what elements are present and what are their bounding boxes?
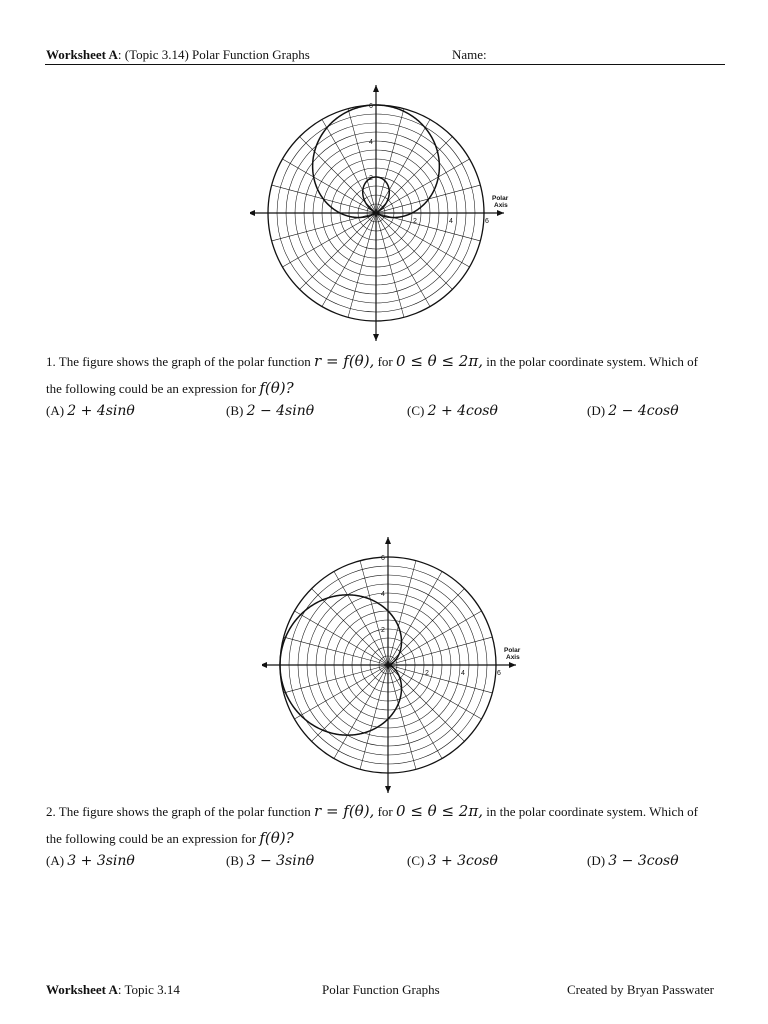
polar-grid-spoke xyxy=(376,213,470,267)
choice-label: (C) xyxy=(407,403,425,418)
axis-tick-label-x: 4 xyxy=(449,218,453,225)
question-2-for: for xyxy=(377,804,393,819)
question-2-prompt-cont: in the polar coordinate system. Which of xyxy=(486,804,698,819)
choice-value: 3 + 3sinθ xyxy=(67,853,135,869)
polar-grid-spoke xyxy=(322,119,376,213)
footer-worksheet-label: Worksheet A xyxy=(46,982,118,997)
polar-axis-label: Axis xyxy=(494,202,508,209)
polar-grid-spoke xyxy=(376,213,430,307)
question-1-prompt-cont: in the polar coordinate system. Which of xyxy=(486,354,698,369)
name-field-label: Name: xyxy=(452,47,487,62)
polar-grid-spoke xyxy=(388,665,442,759)
footer-title: Polar Function Graphs xyxy=(322,982,440,997)
arrow-up-icon xyxy=(373,85,379,92)
question-2-prompt: The figure shows the graph of the polar function xyxy=(58,804,311,819)
q2-choice-c[interactable] xyxy=(407,853,498,869)
arrow-right-icon xyxy=(509,662,516,668)
q1-choice-c[interactable] xyxy=(407,403,498,419)
choice-value: 3 + 3cosθ xyxy=(427,853,498,869)
polar-grid-spoke xyxy=(300,213,376,289)
polar-graph-1 xyxy=(250,82,520,344)
q1-choice-d[interactable] xyxy=(587,403,679,419)
worksheet-label: Worksheet A xyxy=(46,47,118,62)
choice-label: (A) xyxy=(46,853,65,868)
choice-label: (B) xyxy=(226,403,244,418)
question-1-domain: 0 ≤ θ ≤ 2π, xyxy=(396,352,483,370)
arrow-left-icon xyxy=(250,210,255,216)
question-2-function: r = f(θ), xyxy=(314,802,375,820)
axis-tick-label-x: 6 xyxy=(497,670,501,677)
question-1 xyxy=(46,348,736,402)
axis-tick-label-x: 2 xyxy=(413,218,417,225)
question-2-expression: f(θ)? xyxy=(259,829,294,847)
choice-value: 2 + 4cosθ xyxy=(427,403,498,419)
polar-grid-spoke xyxy=(294,665,388,719)
choice-label: (B) xyxy=(226,853,244,868)
choice-value: 2 − 4cosθ xyxy=(608,403,679,419)
q1-choice-a[interactable] xyxy=(46,403,135,419)
axis-tick-label-y: 6 xyxy=(369,103,373,110)
q2-choice-a[interactable] xyxy=(46,853,135,869)
header-rule xyxy=(45,64,725,65)
question-1-prompt: The figure shows the graph of the polar function xyxy=(58,354,311,369)
question-2 xyxy=(46,798,736,852)
question-2-domain: 0 ≤ θ ≤ 2π, xyxy=(396,802,483,820)
axis-tick-label-y: 6 xyxy=(381,555,385,562)
polar-axis-label: Axis xyxy=(506,654,520,661)
choice-label: (A) xyxy=(46,403,65,418)
arrow-right-icon xyxy=(497,210,504,216)
question-1-for: for xyxy=(377,354,393,369)
arrow-down-icon xyxy=(373,334,379,341)
footer-topic: : Topic 3.14 xyxy=(117,982,180,997)
axis-tick-label-y: 4 xyxy=(369,139,373,146)
polar-graph-2 xyxy=(262,534,532,796)
worksheet-topic: : (Topic 3.14) Polar Function Graphs xyxy=(117,47,310,62)
question-1-function: r = f(θ), xyxy=(314,352,375,370)
question-2-prompt-line2: the following could be an expression for xyxy=(46,831,257,846)
arrow-up-icon xyxy=(385,537,391,544)
axis-tick-label-x: 6 xyxy=(485,218,489,225)
arrow-down-icon xyxy=(385,786,391,793)
question-1-prompt-line2: the following could be an expression for xyxy=(46,381,257,396)
polar-grid-spoke xyxy=(388,571,442,665)
question-1-expression: f(θ)? xyxy=(259,379,294,397)
question-2-number: 2. xyxy=(46,804,56,819)
axis-tick-label-y: 2 xyxy=(369,175,373,182)
polar-axis-label: Polar xyxy=(492,195,509,202)
choice-label: (C) xyxy=(407,853,425,868)
choice-value: 3 − 3cosθ xyxy=(608,853,679,869)
polar-grid-spoke xyxy=(282,213,376,267)
axis-tick-label-y: 2 xyxy=(381,627,385,634)
axis-tick-label-x: 4 xyxy=(461,670,465,677)
choice-label: (D) xyxy=(587,853,606,868)
arrow-left-icon xyxy=(262,662,267,668)
q2-choice-b[interactable] xyxy=(226,853,314,869)
q2-choice-d[interactable] xyxy=(587,853,679,869)
polar-grid-spoke xyxy=(334,665,388,759)
question-1-number: 1. xyxy=(46,354,56,369)
axis-tick-label-y: 4 xyxy=(381,591,385,598)
polar-axis-label: Polar xyxy=(504,647,521,654)
polar-grid-spoke xyxy=(376,119,430,213)
q1-choice-b[interactable] xyxy=(226,403,314,419)
worksheet-header-title xyxy=(46,47,310,63)
polar-grid-spoke xyxy=(334,571,388,665)
axis-tick-label-x: 2 xyxy=(425,670,429,677)
footer-credit: Created by Bryan Passwater xyxy=(567,982,714,997)
choice-value: 2 − 4sinθ xyxy=(246,403,315,419)
choice-value: 3 − 3sinθ xyxy=(246,853,315,869)
polar-grid-spoke xyxy=(294,611,388,665)
choice-label: (D) xyxy=(587,403,606,418)
footer-worksheet xyxy=(46,982,180,998)
polar-grid-spoke xyxy=(322,213,376,307)
choice-value: 2 + 4sinθ xyxy=(67,403,135,419)
